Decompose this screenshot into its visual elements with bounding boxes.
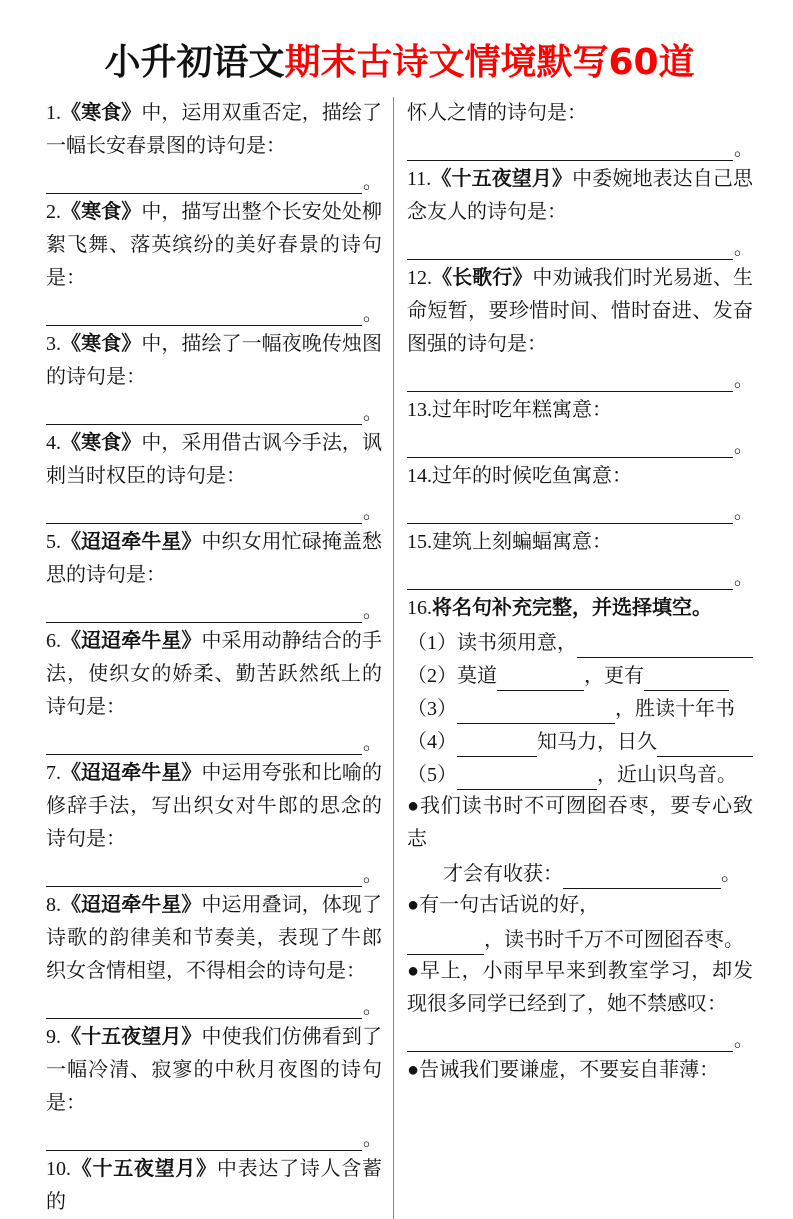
blank-underline[interactable] (407, 1028, 733, 1052)
text-run: ，读书时千万不可囫囵吞枣。 (484, 929, 744, 951)
answer-blank-line[interactable] (407, 493, 753, 526)
book-title-bold: 《迢迢牵牛星》 (61, 894, 202, 916)
text-run: 中委婉地表达自己思念友人的诗句是： (407, 168, 754, 223)
question-text (46, 526, 382, 592)
book-title-bold: 《十五夜望月》 (71, 1158, 217, 1180)
book-title-bold: 《寒食》 (61, 432, 142, 454)
text-run: ，近山识鸟音。 (597, 764, 737, 786)
fill-in-line (407, 724, 753, 757)
answer-blank-line[interactable] (46, 493, 382, 526)
text-run: 10. (46, 1158, 71, 1180)
question-text (407, 460, 753, 493)
text-run: 中，运用双重否定，描绘了一幅长安春景图的诗句是： (46, 102, 382, 157)
text-run: 13.过年时吃年糕寓意： (407, 399, 612, 421)
text-run: （3） (407, 698, 457, 720)
question-text (46, 889, 382, 988)
period-suffix: 。 (362, 733, 382, 754)
inline-answer-blank[interactable] (457, 764, 597, 790)
fill-in-line (407, 658, 753, 691)
inline-answer-blank[interactable] (407, 929, 484, 955)
answer-blank-line[interactable] (407, 361, 753, 394)
question-text (407, 97, 753, 130)
inline-answer-blank[interactable] (577, 632, 753, 658)
period-suffix: 。 (362, 304, 382, 325)
period-suffix: 。 (362, 1129, 382, 1150)
text-run: ●有一句古话说的好， (407, 894, 600, 916)
fill-in-line (407, 625, 753, 658)
answer-blank-line[interactable] (46, 295, 382, 328)
text-run: 中劝诫我们时光易逝、生命短暂，要珍惜时间、惜时奋进、发奋图强的诗句是： (407, 267, 753, 355)
book-title-bold: 《十五夜望月》 (61, 1026, 202, 1048)
question-text (46, 757, 382, 856)
question-text (407, 889, 753, 922)
text-run: （4） (407, 731, 457, 753)
question-text (407, 1054, 753, 1087)
text-run: 11. (407, 168, 432, 190)
question-text (407, 163, 753, 229)
text-run: ●告诫我们要谦虚，不要妄自菲薄： (407, 1059, 720, 1081)
period-suffix: 。 (733, 238, 753, 259)
text-run: 中，描绘了一幅夜晚传烛图的诗句是： (46, 333, 382, 388)
question-text (407, 526, 753, 559)
period-suffix: 。 (362, 502, 382, 523)
text-run: 中，采用借古讽今手法，讽刺当时权臣的诗句是： (46, 432, 382, 487)
text-run: 。 (721, 863, 741, 885)
answer-blank-line[interactable] (407, 130, 753, 163)
text-run: （2）莫道 (407, 665, 497, 687)
inline-answer-blank[interactable] (457, 698, 615, 724)
text-run: 15.建筑上刻蝙蝠寓意： (407, 531, 612, 553)
title-red-part: 期末古诗文情境默写60道 (284, 42, 695, 83)
text-run: 9. (46, 1026, 61, 1048)
blank-underline[interactable] (46, 1127, 362, 1151)
answer-blank-line[interactable] (407, 427, 753, 460)
text-run: 4. (46, 432, 61, 454)
inline-answer-blank[interactable] (657, 731, 753, 757)
question-text (46, 1021, 382, 1120)
text-run: 中，描写出整个长安处处柳絮飞舞、落英缤纷的美好春景的诗句是： (46, 201, 382, 289)
answer-blank-line[interactable] (46, 163, 382, 196)
period-suffix: 。 (733, 370, 753, 391)
blank-underline[interactable] (407, 434, 733, 458)
blank-underline[interactable] (407, 137, 733, 161)
period-suffix: 。 (362, 601, 382, 622)
fill-in-line (407, 856, 753, 889)
book-title-bold: 《迢迢牵牛星》 (61, 762, 202, 784)
answer-blank-line[interactable] (46, 724, 382, 757)
answer-blank-line[interactable] (46, 592, 382, 625)
text-run: 中运用叠词，体现了诗歌的韵律美和节奏美，表现了牛郎织女含情相望，不得相会的诗句是： (46, 894, 382, 982)
text-run: 7. (46, 762, 61, 784)
answer-blank-line[interactable] (407, 1021, 753, 1054)
question-text (46, 328, 382, 394)
text-run: （1）读书须用意， (407, 632, 577, 654)
text-run: 14.过年的时候吃鱼寓意： (407, 465, 632, 487)
inline-answer-blank[interactable] (457, 731, 537, 757)
period-suffix: 。 (733, 568, 753, 589)
question-text (46, 427, 382, 493)
inline-answer-blank[interactable] (563, 863, 721, 889)
right-column (394, 97, 753, 1219)
answer-blank-line[interactable] (46, 1120, 382, 1153)
period-suffix: 。 (362, 865, 382, 886)
period-suffix: 。 (733, 1030, 753, 1051)
text-run: ，更有 (584, 665, 644, 687)
text-run: 2. (46, 201, 61, 223)
question-text (46, 196, 382, 295)
left-column (46, 97, 382, 1219)
inline-answer-blank[interactable] (644, 665, 729, 691)
answer-blank-line[interactable] (46, 856, 382, 889)
question-text (407, 262, 753, 361)
period-suffix: 。 (733, 139, 753, 160)
text-run: 3. (46, 333, 61, 355)
period-suffix: 。 (362, 172, 382, 193)
text-run: 中采用动静结合的手法，使织女的娇柔、勤苦跃然纸上的诗句是： (46, 630, 382, 718)
text-run: 5. (46, 531, 61, 553)
blank-underline[interactable] (407, 500, 733, 524)
text-run: 6. (46, 630, 61, 652)
text-run: 中织女用忙碌掩盖愁思的诗句是： (46, 531, 382, 586)
question-text (46, 97, 382, 163)
book-title-bold: 《迢迢牵牛星》 (61, 630, 202, 652)
period-suffix: 。 (362, 997, 382, 1018)
text-run: 1. (46, 102, 61, 124)
text-run: 知马力，日久 (537, 731, 657, 753)
text-run: 中运用夸张和比喻的修辞手法，写出织女对牛郎的思念的诗句是： (46, 762, 382, 850)
period-suffix: 。 (362, 403, 382, 424)
blank-underline[interactable] (46, 302, 362, 326)
title-black-part: 小升初语文 (104, 42, 285, 83)
blank-underline[interactable] (407, 368, 733, 392)
text-run: 中使我们仿佛看到了一幅冷清、寂寥的中秋月夜图的诗句是： (46, 1026, 382, 1114)
book-title-bold: 《迢迢牵牛星》 (61, 531, 202, 553)
answer-blank-line[interactable] (407, 559, 753, 592)
book-title-bold: 《长歌行》 (432, 267, 533, 289)
page-title (46, 40, 753, 85)
text-run: 中表达了诗人含蓄的 (46, 1158, 383, 1213)
question-text (407, 790, 753, 856)
blank-underline[interactable] (46, 599, 362, 623)
blank-underline[interactable] (46, 995, 362, 1019)
blank-underline[interactable] (46, 170, 362, 194)
answer-blank-line[interactable] (46, 394, 382, 427)
book-title-bold: 《十五夜望月》 (431, 168, 573, 190)
period-suffix: 。 (733, 502, 753, 523)
question-text (407, 955, 753, 1021)
blank-underline[interactable] (46, 401, 362, 425)
blank-underline[interactable] (407, 566, 733, 590)
blank-underline[interactable] (46, 863, 362, 887)
book-title-bold: 《寒食》 (61, 102, 142, 124)
fill-in-line (407, 691, 753, 724)
text-run: ，胜读十年书 (615, 698, 735, 720)
fill-in-line (407, 757, 753, 790)
text-run: 才会有收获： (443, 863, 563, 885)
two-column-layout (46, 97, 753, 1219)
period-suffix: 。 (733, 436, 753, 457)
inline-answer-blank[interactable] (497, 665, 584, 691)
book-title-bold: 《寒食》 (61, 333, 142, 355)
fill-in-line (407, 922, 753, 955)
text-run: 怀人之情的诗句是： (407, 102, 587, 124)
blank-underline[interactable] (46, 500, 362, 524)
blank-underline[interactable] (46, 731, 362, 755)
blank-underline[interactable] (407, 236, 733, 260)
answer-blank-line[interactable] (46, 988, 382, 1021)
question-text (46, 1153, 382, 1219)
answer-blank-line[interactable] (407, 229, 753, 262)
text-run: ●我们读书时不可囫囵吞枣，要专心致志 (407, 795, 753, 850)
book-title-bold: 将名句补充完整，并选择填空。 (432, 597, 712, 619)
question-text (407, 394, 753, 427)
text-run: （5） (407, 764, 457, 786)
text-run: 12. (407, 267, 432, 289)
text-run: 16. (407, 597, 432, 619)
book-title-bold: 《寒食》 (61, 201, 142, 223)
text-run: ●早上，小雨早早来到教室学习，却发现很多同学已经到了，她不禁感叹： (407, 960, 753, 1015)
question-text (46, 625, 382, 724)
text-run: 8. (46, 894, 61, 916)
question-text (407, 592, 753, 625)
